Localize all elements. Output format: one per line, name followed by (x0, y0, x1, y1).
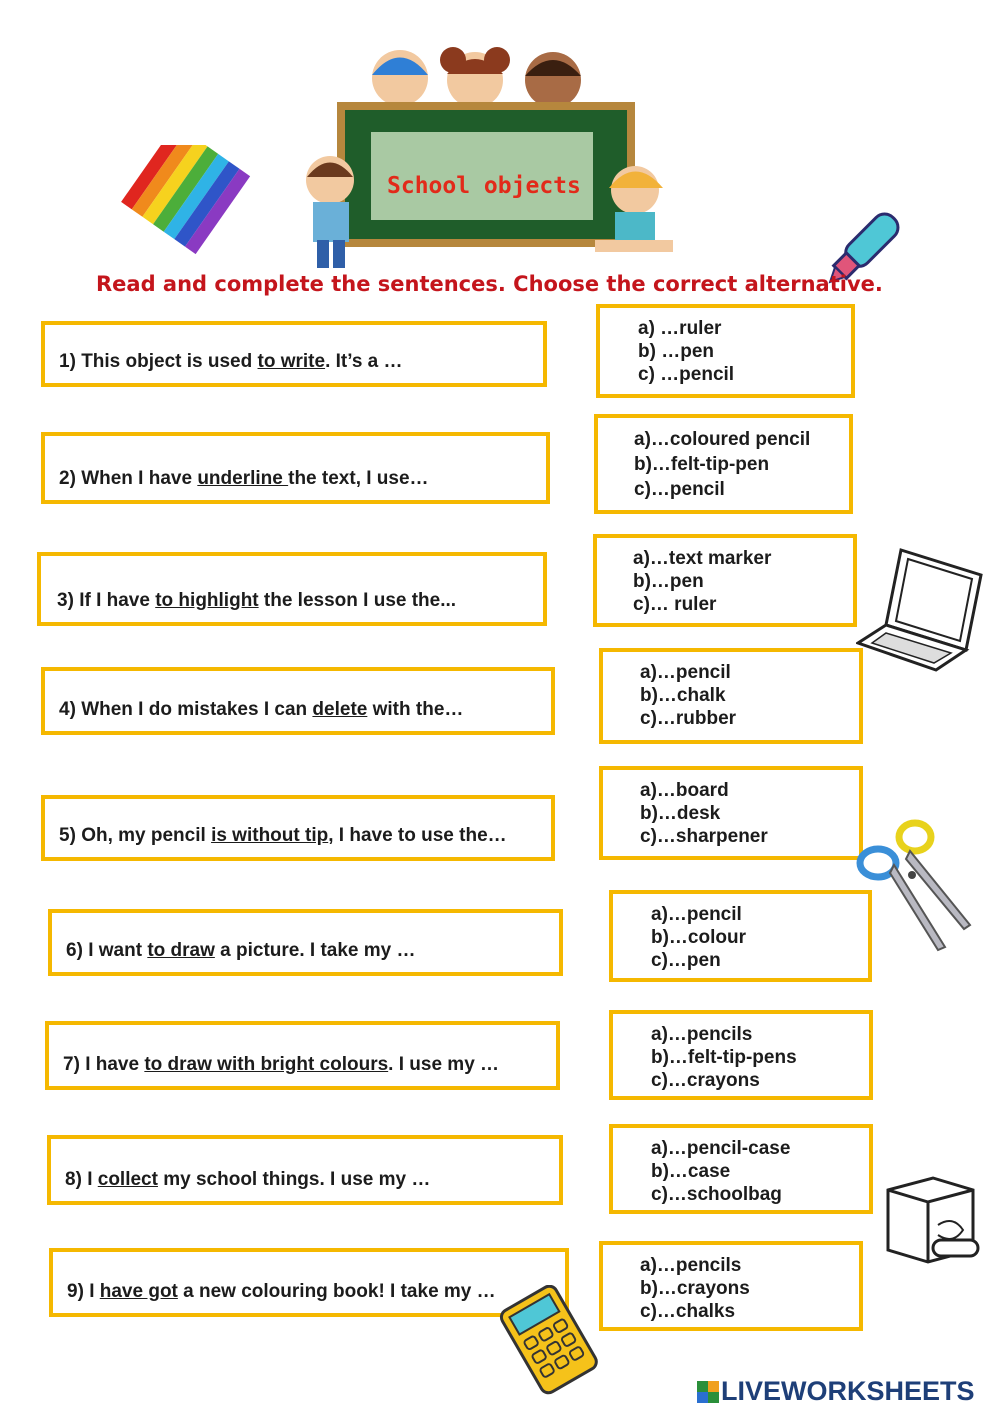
question-box-3[interactable] (37, 552, 547, 626)
question-box-4[interactable] (41, 667, 555, 735)
pencil-case-icon (878, 1170, 983, 1265)
liveworksheets-logo (697, 1376, 975, 1407)
scissors-icon (850, 815, 980, 955)
question-box-9[interactable] (49, 1248, 569, 1317)
logo-text: LIVEWORKSHEETS (721, 1376, 975, 1406)
options-box-8[interactable] (609, 1124, 873, 1214)
question-text: 1) This object is used to write. It’s a … (59, 351, 403, 372)
option-a[interactable]: a)…pencil-case (651, 1138, 791, 1159)
question-text: 2) When I have underline the text, I use… (59, 468, 429, 489)
option-a[interactable]: a)…pencil (640, 662, 731, 683)
option-c[interactable]: c)…chalks (640, 1301, 736, 1322)
question-text: 4) When I do mistakes I can delete with the… (59, 699, 464, 720)
options-box-9[interactable] (599, 1241, 863, 1331)
option-c[interactable]: c)…sharpener (640, 826, 768, 847)
options-box-7[interactable] (609, 1010, 873, 1100)
option-a[interactable]: a)…pencils (640, 1255, 742, 1276)
options-box-1[interactable] (596, 304, 855, 398)
option-c[interactable]: c)…crayons (651, 1070, 760, 1091)
option-c[interactable]: c) …pencil (638, 364, 735, 385)
question-text: 3) If I have to highlight the lesson I use the... (57, 590, 457, 611)
header-illustration (295, 40, 685, 270)
options-box-2[interactable] (594, 414, 853, 514)
options-box-5[interactable] (599, 766, 863, 860)
option-b[interactable]: b) …pen (638, 341, 714, 362)
option-c[interactable]: c)…pencil (634, 479, 725, 500)
question-box-2[interactable] (41, 432, 550, 504)
colored-pencils-icon (110, 145, 260, 275)
option-a[interactable]: a)…pencil (651, 904, 742, 925)
option-a[interactable]: a)…text marker (633, 548, 772, 569)
option-a[interactable]: a)…coloured pencil (634, 429, 811, 450)
option-c[interactable]: c)… ruler (633, 594, 717, 615)
question-text: 9) I have got a new colouring book! I take my … (67, 1281, 496, 1302)
option-c[interactable]: c)…rubber (640, 708, 737, 729)
options-box-3[interactable] (593, 534, 857, 627)
option-b[interactable]: b)…chalk (640, 685, 726, 706)
option-b[interactable]: b)…felt-tip-pens (651, 1047, 797, 1068)
option-b[interactable]: b)…desk (640, 803, 721, 824)
option-b[interactable]: b)…pen (633, 571, 704, 592)
option-c[interactable]: c)…schoolbag (651, 1184, 782, 1205)
option-a[interactable]: a) …ruler (638, 318, 722, 339)
option-a[interactable]: a)…board (640, 780, 729, 801)
option-b[interactable]: b)…colour (651, 927, 746, 948)
question-box-5[interactable] (41, 795, 555, 861)
question-box-7[interactable] (45, 1021, 560, 1090)
children-icon (295, 40, 685, 270)
instruction-text: Read and complete the sentences. Choose the correct alternative. (96, 272, 883, 296)
logo-icon (697, 1381, 719, 1403)
options-box-6[interactable] (609, 890, 872, 982)
question-box-1[interactable] (41, 321, 547, 387)
option-b[interactable]: b)…case (651, 1161, 731, 1182)
laptop-icon (856, 545, 986, 675)
question-box-8[interactable] (47, 1135, 563, 1205)
question-text: 5) Oh, my pencil is without tip, I have to use the… (59, 825, 507, 846)
option-b[interactable]: b)…felt-tip-pen (634, 454, 770, 475)
option-a[interactable]: a)…pencils (651, 1024, 753, 1045)
question-text: 6) I want to draw a picture. I take my … (66, 940, 416, 961)
question-text: 7) I have to draw with bright colours. I use my … (63, 1054, 500, 1075)
calculator-icon (496, 1285, 601, 1395)
options-box-4[interactable] (599, 648, 863, 744)
worksheet-title: School objects (387, 173, 581, 199)
option-b[interactable]: b)…crayons (640, 1278, 750, 1299)
question-text: 8) I collect my school things. I use my … (65, 1169, 431, 1190)
option-c[interactable]: c)…pen (651, 950, 721, 971)
question-box-6[interactable] (48, 909, 563, 976)
